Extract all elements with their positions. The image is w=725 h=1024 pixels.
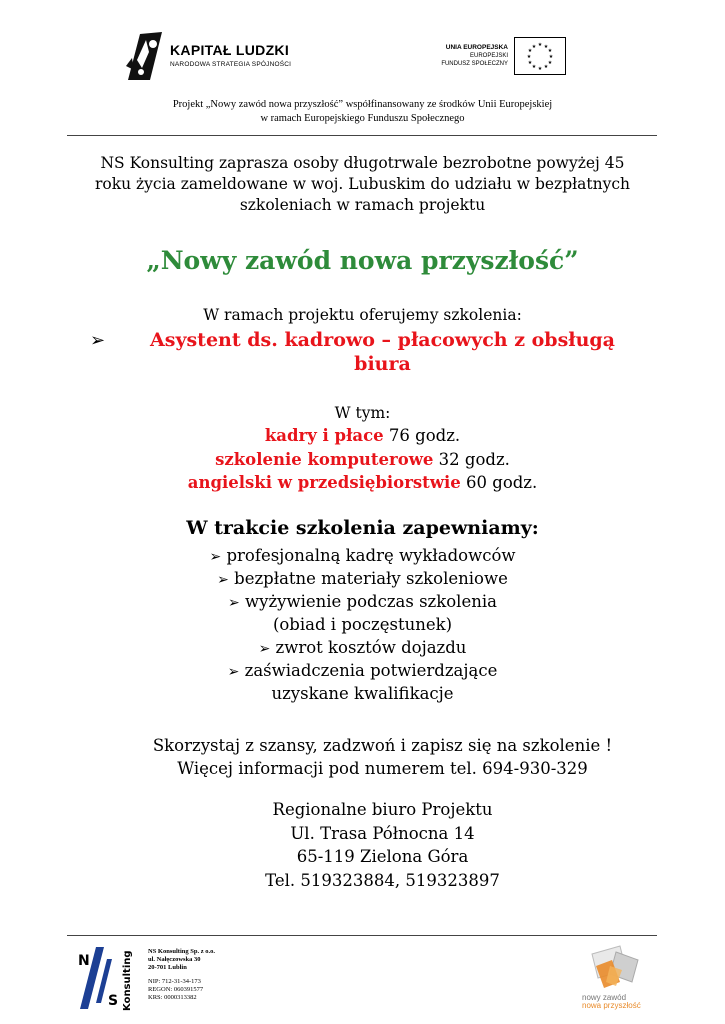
provide-item-continuation: (obiad i poczęstunek) bbox=[272, 615, 453, 634]
svg-text:★: ★ bbox=[548, 54, 554, 60]
project-line-1: Projekt „Nowy zawód nowa przyszłość” współfinansowany ze środków Unii Europejskiej bbox=[172, 99, 553, 110]
company-city: 20-701 Lublin bbox=[148, 964, 187, 971]
footer-divider bbox=[67, 935, 657, 936]
nznp-line-2: nowa przyszłość bbox=[582, 1001, 641, 1010]
provide-item bbox=[0, 592, 725, 611]
project-funding-note bbox=[0, 98, 725, 126]
provide-item-text: zwrot kosztów dojazdu bbox=[275, 638, 467, 657]
eu-line-1: UNIA EUROPEJSKA bbox=[445, 44, 508, 51]
provide-item-continuation: uzyskane kwalifikacje bbox=[271, 684, 454, 703]
svg-text:★: ★ bbox=[527, 60, 533, 66]
ns-logo-letter-s: S bbox=[108, 993, 119, 1009]
company-regon: REGON: 060391577 bbox=[148, 986, 204, 993]
provide-item-text: profesjonalną kadrę wykładowców bbox=[226, 546, 516, 565]
course-arrow-icon: ➢ bbox=[90, 330, 106, 351]
provide-heading: W trakcie szkolenia zapewniamy: bbox=[186, 517, 539, 539]
module-item bbox=[0, 473, 725, 492]
project-title: „Nowy zawód nowa przyszłość” bbox=[146, 246, 579, 275]
module-item bbox=[0, 426, 725, 445]
offer-text: W ramach projektu oferujemy szkolenia: bbox=[203, 306, 522, 324]
provide-item bbox=[0, 546, 725, 565]
course-line-1: Asystent ds. kadrowo – płacowych z obsługą bbox=[150, 329, 615, 351]
intro-paragraph bbox=[60, 153, 665, 216]
svg-text:★: ★ bbox=[547, 48, 553, 54]
provide-item-text: wyżywienie podczas szkolenia bbox=[245, 592, 497, 611]
svg-text:★: ★ bbox=[543, 64, 549, 70]
company-krs: KRS: 0000313382 bbox=[148, 994, 197, 1001]
intro-line-3: szkoleniach w ramach projektu bbox=[239, 196, 486, 214]
intro-line-2: roku życia zameldowane w woj. Lubuskim do udziału w bezpłatnych bbox=[94, 175, 631, 193]
svg-text:★: ★ bbox=[531, 64, 537, 70]
module-hours: 32 godz. bbox=[433, 450, 510, 469]
intro-line-1: NS Konsulting zaprasza osoby długotrwale bezrobotne powyżej 45 bbox=[100, 154, 625, 172]
regional-office bbox=[0, 798, 725, 892]
company-nip: NIP: 712-31-34-173 bbox=[148, 978, 201, 985]
office-city: 65-119 Zielona Góra bbox=[296, 847, 469, 866]
modules-intro: W tym: bbox=[334, 404, 391, 422]
module-item bbox=[0, 450, 725, 469]
kapital-ludzki-emblem-icon bbox=[122, 30, 168, 82]
svg-text:★: ★ bbox=[537, 42, 543, 48]
arrow-bullet-icon: ➢ bbox=[228, 595, 240, 611]
office-line-1: Regionalne biuro Projektu bbox=[272, 800, 493, 819]
provide-item-text: zaświadczenia potwierdzające bbox=[244, 661, 498, 680]
module-name: szkolenie komputerowe bbox=[215, 450, 434, 469]
office-address: Ul. Trasa Północna 14 bbox=[290, 823, 475, 843]
cta-line-1: Skorzystaj z szansy, zadzwoń i zapisz się na szkolenie ! bbox=[152, 736, 613, 755]
ns-konsulting-logo bbox=[74, 943, 134, 1013]
arrow-bullet-icon: ➢ bbox=[217, 572, 229, 588]
svg-text:★: ★ bbox=[543, 44, 549, 50]
svg-text:★: ★ bbox=[526, 54, 532, 60]
arrow-bullet-icon: ➢ bbox=[209, 549, 222, 565]
svg-text:★: ★ bbox=[547, 60, 553, 66]
provide-item-text: bezpłatne materiały szkoleniowe bbox=[234, 569, 508, 588]
svg-text:★: ★ bbox=[537, 66, 543, 72]
kapital-ludzki-title: KAPITAŁ LUDZKI bbox=[170, 42, 290, 58]
project-line-2: w ramach Europejskiego Funduszu Społecznego bbox=[260, 113, 465, 124]
course-line-2: biura bbox=[354, 353, 411, 375]
arrow-bullet-icon: ➢ bbox=[227, 664, 240, 680]
company-name: NS Konsulting Sp. z o.o. bbox=[148, 948, 216, 955]
provide-item bbox=[0, 569, 725, 588]
call-to-action bbox=[0, 734, 725, 780]
module-hours: 76 godz. bbox=[383, 426, 461, 445]
module-name: angielski w przedsiębiorstwie bbox=[187, 473, 461, 492]
company-street: ul. Nałęczowska 30 bbox=[148, 956, 201, 963]
ns-logo-word: Konsulting bbox=[122, 950, 133, 1011]
cta-line-2: Więcej informacji pod numerem tel. 694-930-329 bbox=[177, 759, 588, 778]
eu-line-3: FUNDUSZ SPOŁECZNY bbox=[441, 61, 508, 67]
svg-text:★: ★ bbox=[527, 48, 533, 54]
course-title bbox=[110, 328, 655, 376]
eu-line-2: EUROPEJSKI bbox=[469, 53, 508, 59]
office-phone: Tel. 519323884, 519323897 bbox=[265, 870, 500, 890]
ns-logo-letter-n: N bbox=[78, 953, 90, 969]
nowy-zawod-logo bbox=[576, 936, 656, 1012]
svg-text:★: ★ bbox=[531, 44, 537, 50]
provide-item bbox=[0, 638, 725, 657]
kapital-ludzki-subtitle: NARODOWA STRATEGIA SPÓJNOŚCI bbox=[170, 61, 292, 68]
nznp-line-1: nowy zawód bbox=[582, 993, 627, 1002]
header-divider bbox=[67, 135, 657, 136]
eu-flag-icon bbox=[514, 37, 566, 75]
company-info bbox=[148, 948, 215, 1002]
eu-logo-text bbox=[418, 44, 508, 68]
arrow-bullet-icon: ➢ bbox=[258, 641, 271, 657]
module-hours: 60 godz. bbox=[460, 473, 538, 492]
provide-item bbox=[0, 661, 725, 680]
module-name: kadry i płace bbox=[264, 426, 384, 445]
